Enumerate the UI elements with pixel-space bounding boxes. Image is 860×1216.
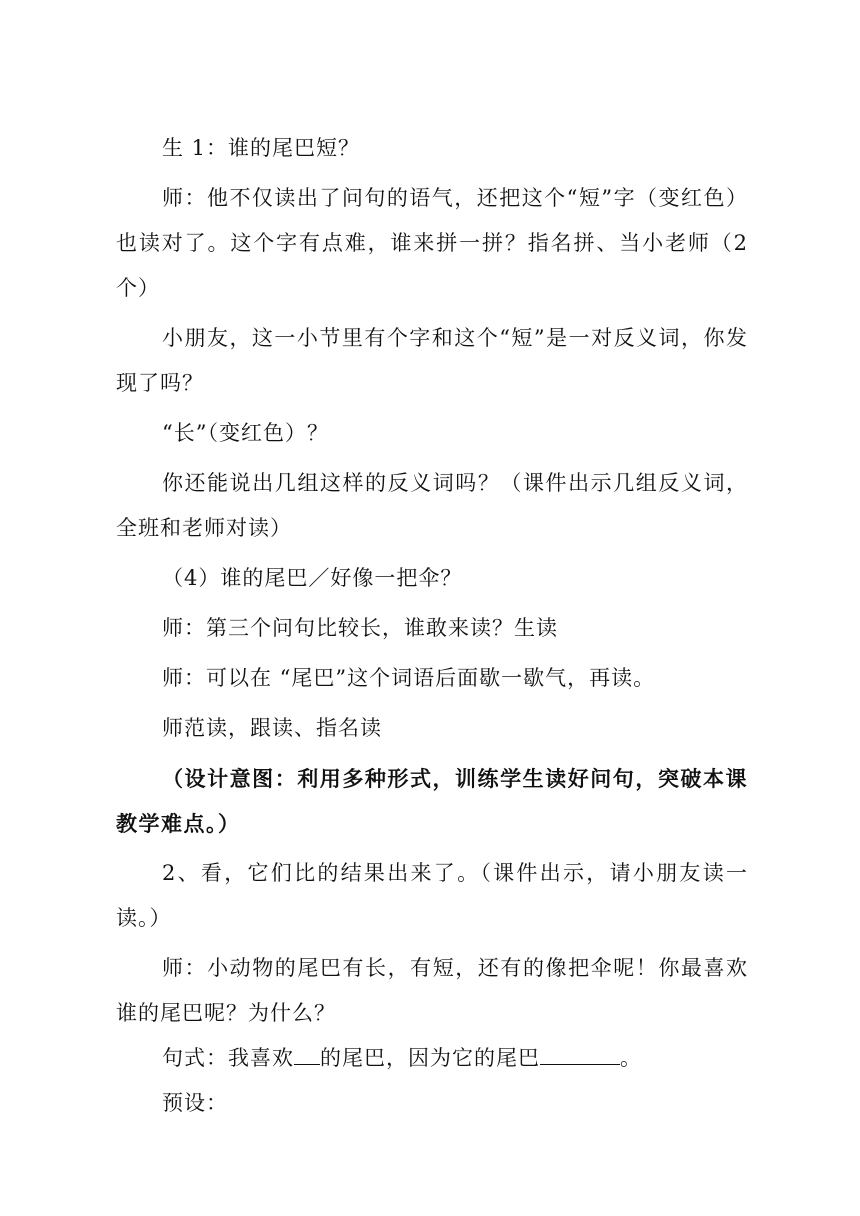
paragraph-antonym-question: 小朋友，这一小节里有个字和这个“短”是一对反义词，你发现了吗？ [116, 326, 748, 395]
paragraph-design-intent: （设计意图：利用多种形式，训练学生读好问句，突破本课教学难点。） [116, 766, 748, 836]
paragraph-long-answer: “长”（变红色）？ [162, 421, 329, 445]
paragraph-favorite-tail: 师：小动物的尾巴有长，有短，还有的像把伞呢！你最喜欢谁的尾巴呢？为什么？ [116, 956, 748, 1025]
paragraph-sentence-pattern [116, 1036, 748, 1081]
paragraph-teacher-remark: 师：他不仅读出了问句的语气，还把这个“短”字（变红色）也读对了。这个字有点难，谁来拼一拼？指名拼、当小老师（2 个） [116, 186, 748, 300]
paragraph-results: 2、看，它们比的结果出来了。（课件出示，请小朋友读一读。） [116, 861, 748, 930]
paragraph-preset: 预设： [162, 1091, 228, 1115]
document-body [116, 126, 748, 1126]
paragraph-model-reading: 师范读，跟读、指名读 [162, 716, 382, 740]
sentence-pattern-suffix: 。 [620, 1046, 642, 1070]
paragraph-section-4: （4）谁的尾巴／好像一把伞？ [162, 566, 463, 590]
fill-blank-reason [540, 1046, 620, 1065]
sentence-pattern-middle: 的尾巴，因为它的尾巴 [320, 1046, 540, 1070]
paragraph-student-1: 生 1：谁的尾巴短？ [162, 136, 361, 160]
paragraph-third-question: 师：第三个问句比较长，谁敢来读？生读 [162, 616, 558, 640]
paragraph-pause-tip: 师：可以在 “尾巴”这个词语后面歇一歇气，再读。 [162, 666, 656, 690]
paragraph-more-antonyms: 你还能说出几组这样的反义词吗？（课件出示几组反义词，全班和老师对读） [116, 471, 748, 540]
fill-blank-animal [294, 1046, 320, 1065]
sentence-pattern-prefix: 句式：我喜欢 [162, 1046, 294, 1070]
